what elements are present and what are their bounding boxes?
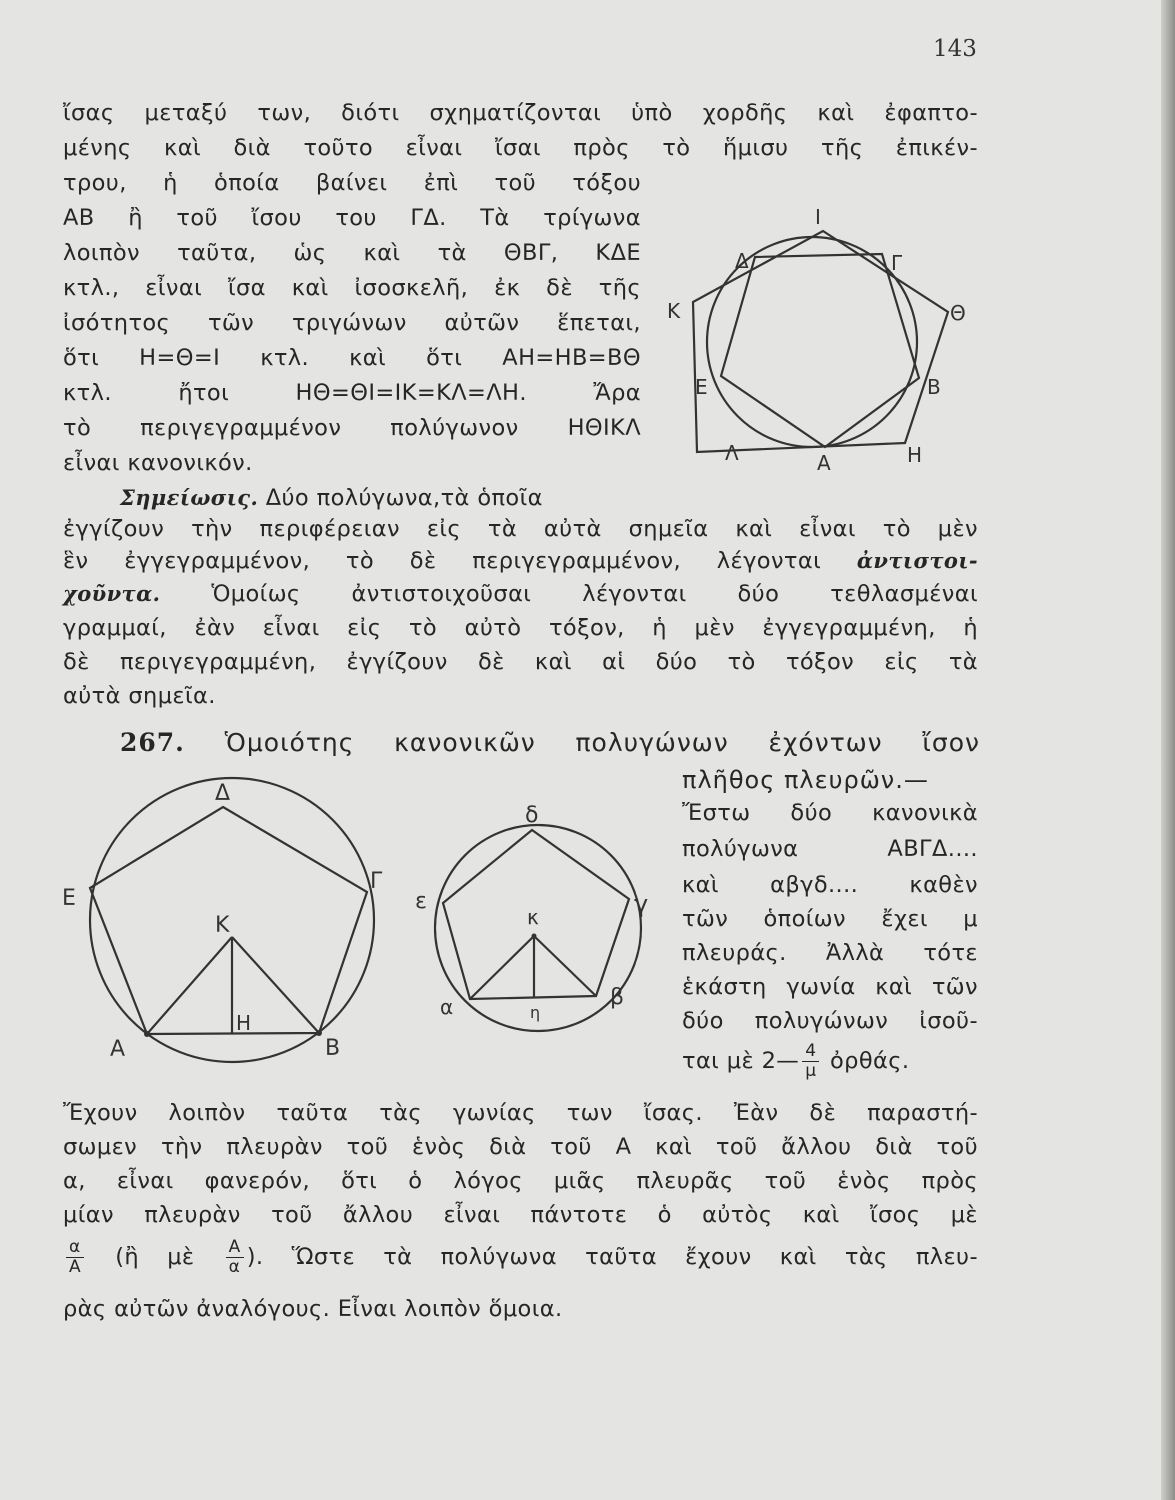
text-line: ρὰς αὐτῶν ἀναλόγους. Εἶναι λοιπὸν ὅμοια.: [63, 1296, 563, 1322]
text-line: ὅτι Η=Θ=Ι κτλ. καὶ ὅτι ΑΗ=ΗΒ=ΒΘ: [63, 345, 641, 371]
text-fragment: ται μὲ 2—: [682, 1048, 800, 1074]
label-A: Α: [110, 1037, 126, 1062]
label-alpha: α: [440, 995, 454, 1019]
ratio-line: [63, 1238, 978, 1277]
text-line: καὶ αβγδ.... καθὲν: [682, 872, 978, 898]
text-line: κτλ., εἶναι ἴσα καὶ ἰσοσκελῆ, ἐκ δὲ τῆς: [63, 275, 641, 301]
page-binding-edge: [1161, 0, 1175, 1500]
text-line: μίαν πλευρὰν τοῦ ἄλλου εἶναι πάντοτε ὁ αὐτὸς καὶ ἴσος μὲ: [63, 1202, 978, 1228]
numerator: Α: [226, 1238, 244, 1258]
section-heading: [120, 728, 980, 757]
text-line: μένης καὶ διὰ τοῦτο εἶναι ἴσαι πρὸς τὸ ἥμισυ τῆς ἐπικέν-: [63, 135, 978, 161]
figure-inscribed-circumscribed-pentagon: [655, 190, 975, 480]
label-Lambda: Λ: [725, 441, 739, 465]
remark-label: Σημείωσις.: [120, 485, 259, 510]
text-fragment: ὀρθάς.: [822, 1048, 910, 1074]
text-line: λοιπὸν ταῦτα, ὡς καὶ τὰ ΘΒΓ, ΚΔΕ: [63, 240, 641, 266]
term-antistoichounta: ἀντιστοι-: [856, 548, 978, 573]
numerator: 4: [802, 1042, 819, 1062]
text-line: αὐτὰ σημεῖα.: [63, 683, 216, 709]
section-title-continued: πλῆθος πλευρῶν.—: [682, 766, 929, 794]
label-Delta: Δ: [735, 249, 749, 273]
term-antistoichounta-cont: χοῦντα.: [63, 581, 161, 606]
text-line: ἴσας μεταξύ των, διότι σχηματίζονται ὑπὸ χορδῆς καὶ ἐφαπτο-: [63, 100, 978, 126]
text-line: Ἔστω δύο κανονικὰ: [682, 800, 978, 826]
text-line: δύο πολυγώνων ἰσοῦ-: [682, 1008, 978, 1034]
fraction-A-over-alpha: [226, 1238, 244, 1277]
center-point-k: [532, 934, 537, 939]
label-beta: β: [610, 985, 625, 1010]
remark-line: [120, 485, 543, 511]
text-line: πλευράς. Ἀλλὰ τότε: [682, 940, 978, 966]
text-line: κτλ. ἤτοι ΗΘ=ΘΙ=ΙΚ=ΚΛ=ΛΗ. Ἄρα: [63, 380, 641, 406]
label-kappa: κ: [527, 905, 539, 929]
label-Delta: Δ: [215, 781, 231, 806]
label-A: Α: [817, 451, 831, 475]
text-line: ἑκάστη γωνία καὶ τῶν: [682, 974, 978, 1000]
text-line: πολύγωνα ΑΒΓΔ....: [682, 836, 978, 862]
figure-large-regular-pentagon: [60, 770, 420, 1070]
text-line: ἐγγίζουν τὴν περιφέρειαν εἰς τὰ αὐτὰ σημεῖα καὶ εἶναι τὸ μὲν: [63, 516, 978, 542]
label-K: Κ: [215, 913, 230, 938]
label-Gamma: Γ: [891, 251, 903, 275]
section-number: 267.: [120, 728, 185, 757]
label-E: Ε: [695, 375, 708, 399]
text-line: [63, 548, 978, 574]
label-gamma: γ: [634, 890, 649, 918]
fraction-4-over-mu: [802, 1042, 819, 1081]
text-line: τὸ περιγεγραμμένον πολύγωνον ΗΘΙΚΛ: [63, 415, 641, 441]
denominator: μ: [805, 1061, 817, 1081]
label-epsilon: ε: [415, 889, 427, 914]
label-H: Η: [236, 1011, 252, 1035]
angle-formula-line: [682, 1042, 909, 1081]
label-E: Ε: [62, 886, 76, 911]
text-line: α, εἶναι φανερόν, ὅτι ὁ λόγος μιᾶς πλευρᾶς τοῦ ἑνὸς πρὸς: [63, 1168, 978, 1194]
vertex-point-A: [144, 1031, 150, 1037]
inscribed-pentagon: [721, 254, 919, 447]
label-H: Η: [907, 443, 923, 467]
radius-KA: [147, 937, 232, 1034]
section-title: Ὁμοιότης κανονικῶν πολυγώνων ἐχόντων ἴσον: [184, 728, 980, 757]
text-line: [63, 581, 978, 607]
text-line: τρου, ἡ ὁποία βαίνει ἐπὶ τοῦ τόξου: [63, 170, 641, 196]
label-delta: δ: [525, 803, 539, 828]
text-fragment: (ἢ μὲ: [87, 1244, 223, 1270]
label-B: Β: [927, 375, 941, 399]
text-fragment: Ὁμοίως ἀντιστοιχοῦσαι λέγονται δύο τεθλασμέναι: [160, 581, 978, 607]
text-line: ΑΒ ἢ τοῦ ἴσου του ΓΔ. Τὰ τρίγωνα: [63, 205, 641, 231]
fraction-alpha-over-A: [66, 1238, 84, 1277]
radius-kb: [534, 936, 596, 996]
text-line: Ἔχουν λοιπὸν ταῦτα τὰς γωνίας των ἴσας. Ἐὰν δὲ παραστή-: [63, 1100, 978, 1126]
denominator: Α: [69, 1257, 82, 1277]
text-line: δὲ περιγεγραμμένη, ἐγγίζουν δὲ καὶ αἱ δύο τὸ τόξον εἰς τὰ: [63, 649, 978, 675]
label-I: Ι: [815, 205, 821, 229]
denominator: α: [228, 1257, 241, 1277]
remark-text: Δύο πολύγωνα,τὰ ὁποῖα: [258, 485, 543, 511]
vertex-point-B: [316, 1030, 322, 1036]
label-K: Κ: [667, 299, 681, 323]
label-B: Β: [325, 1036, 341, 1061]
text-line: εἶναι κανονικόν.: [63, 450, 253, 476]
radius-ka: [470, 936, 534, 999]
text-line: τῶν ὁποίων ἔχει μ: [682, 906, 978, 932]
label-Gamma: Γ: [370, 869, 383, 894]
text-line: ἰσότητος τῶν τριγώνων αὐτῶν ἕπεται,: [63, 310, 641, 336]
text-line: γραμμαί, ἐὰν εἶναι εἰς τὸ αὐτὸ τόξον, ἡ μὲν ἐγγεγραμμένη, ἡ: [63, 615, 978, 641]
numerator: α: [66, 1238, 84, 1258]
text-fragment: ἓν ἐγγεγραμμένον, τὸ δὲ περιγεγραμμένον, λέγονται: [63, 548, 857, 574]
page-number: 143: [933, 36, 977, 62]
text-fragment: ). Ὥστε τὰ πολύγωνα ταῦτα ἔχουν καὶ τὰς πλευ-: [246, 1244, 978, 1270]
label-eta: η: [530, 1003, 541, 1022]
figure-small-regular-pentagon: [410, 800, 670, 1040]
label-Theta: Θ: [950, 301, 966, 325]
text-line: σωμεν τὴν πλευρὰν τοῦ ἑνὸς διὰ τοῦ Α καὶ τοῦ ἄλλου διὰ τοῦ: [63, 1134, 978, 1160]
